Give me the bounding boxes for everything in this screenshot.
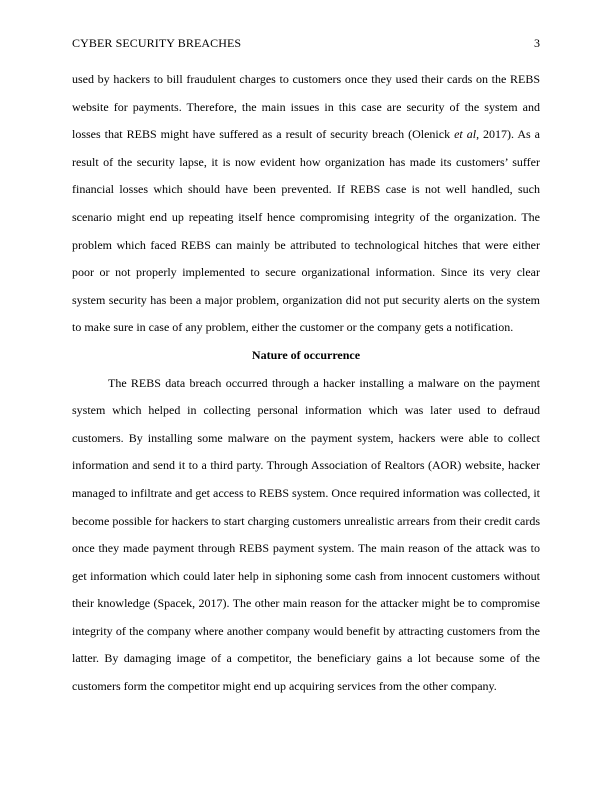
page-number: 3 [534, 36, 540, 50]
paragraph-text: , 2017). As a result of the security lapse, it is now evident how organization has made its customers’ suffer financial losses which should have been prevented. If REBS case is not well handled, such scenario might end up repeating itself hence compromising integrity of the organization. The problem which faced REBS can mainly be attributed to technological hitches that were either poor or not properly implemented to secure organizational information. Since its very clear system security has been a major problem, organization did not put security alerts on the system to make sure in case of any problem, either the customer or the company gets a notification. [72, 127, 540, 335]
paragraph-continuation [72, 66, 540, 342]
section-heading: Nature of occurrence [251, 347, 361, 362]
body-text [72, 66, 540, 701]
paragraph-nature-of-occurrence: The REBS data breach occurred through a hacker installing a malware on the payment system which helped in collecting personal information which was later used to defraud customers. By installing some malware on the payment system, hackers were able to collect information and send it to a third party. Through Association of Realtors (AOR) website, hacker managed to infiltrate and get access to REBS system. Once required information was collected, it become possible for hackers to start charging customers unrealistic arrears from their credit cards once they made payment through REBS payment system. The main reason of the attack was to get information which could later help in siphoning some cash from innocent customers without their knowledge (Spacek, 2017). The other main reason for the attacker might be to compromise integrity of the company where another company would benefit by attracting customers from the latter. By damaging image of a competitor, the beneficiary gains a lot because some of the customers form the competitor might end up acquiring services from the other company. [72, 375, 540, 694]
citation-italic: et al [454, 127, 477, 142]
paragraph-text: used by hackers to bill fraudulent charges to customers once they used their cards on the REBS website for payments. Therefore, the main issues in this case are security of the system and losses that REBS might have suffered as a result of security breach (Olenick [72, 72, 540, 142]
running-head: CYBER SECURITY BREACHES [72, 36, 242, 50]
